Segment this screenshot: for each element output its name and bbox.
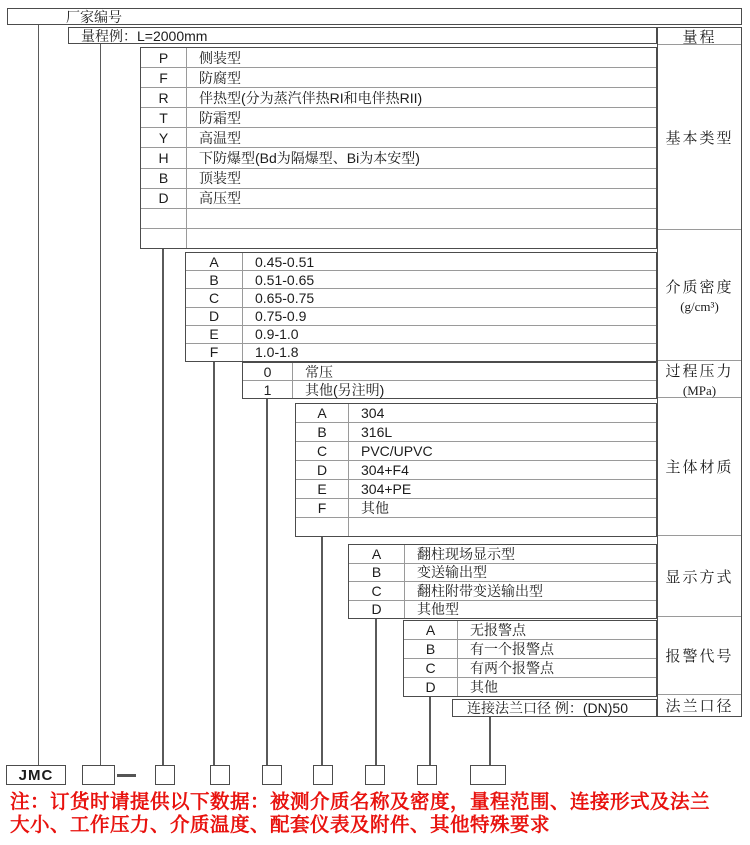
table-row (296, 499, 656, 518)
side-label-display-mode: 显示方式 (658, 536, 741, 618)
table-row (404, 621, 656, 640)
table-row (349, 545, 656, 564)
code-cell: F (186, 344, 243, 361)
table-row (141, 68, 656, 88)
code-cell: E (186, 326, 243, 343)
table-row (186, 253, 656, 271)
code-cell: C (404, 659, 458, 677)
desc-cell: 316L (361, 424, 393, 440)
connector-line (100, 44, 102, 765)
desc-cell (187, 209, 656, 228)
desc-cell: 无报警点 (470, 622, 526, 638)
connector-line (321, 537, 323, 765)
desc-cell: 0.75-0.9 (255, 308, 307, 325)
desc-cell: 0.9-1.0 (255, 326, 299, 343)
code-cell: B (404, 640, 458, 658)
desc-cell: 0.45-0.51 (255, 253, 315, 270)
connector-line (213, 362, 215, 765)
code-cell: E (296, 480, 349, 498)
model-prefix-box: JMC (6, 765, 66, 785)
code-cell: B (296, 423, 349, 441)
desc-cell: 翻柱现场显示型 (417, 545, 515, 562)
table-row (186, 326, 656, 344)
code-box-density (210, 765, 230, 785)
alarm-code-table (403, 620, 657, 697)
table-row (296, 461, 656, 480)
desc-cell: 防腐型 (199, 69, 241, 86)
connector-line (38, 25, 40, 765)
code-cell: D (349, 601, 405, 619)
table-row (141, 229, 656, 248)
desc-cell: 翻柱附带变送输出型 (417, 582, 543, 599)
code-cell: D (404, 678, 458, 696)
desc-cell: 伴热型(分为蒸汽伴热RI和电伴热RII) (199, 89, 423, 106)
code-cell: A (186, 253, 243, 270)
manufacturer-code-label: 厂家编号 (66, 8, 122, 25)
code-cell: F (296, 499, 349, 517)
order-note-line1: 注：订货时请提供以下数据：被测介质名称及密度，量程范围、连接形式及法兰 (10, 791, 711, 813)
connector-line (162, 249, 164, 765)
code-box-flange (470, 765, 506, 785)
order-note (10, 791, 748, 836)
desc-cell: 有一个报警点 (470, 641, 554, 657)
desc-cell: 常压 (305, 363, 333, 380)
process-pressure-table (242, 362, 657, 399)
desc-cell (349, 518, 656, 536)
flange-size-row (452, 699, 657, 717)
code-cell: F (141, 68, 187, 87)
display-mode-table (348, 544, 657, 619)
code-cell (141, 209, 187, 228)
table-row (141, 209, 656, 229)
dash-separator (117, 774, 136, 777)
desc-cell: 其他(另注明) (305, 381, 385, 398)
code-box-range (82, 765, 115, 785)
manufacturer-code-row (7, 8, 742, 25)
table-row (349, 582, 656, 601)
code-cell: C (296, 442, 349, 460)
code-box-basic-type (155, 765, 175, 785)
body-material-table (295, 403, 657, 537)
code-cell: H (141, 148, 187, 167)
table-row (141, 48, 656, 68)
desc-cell: 侧装型 (199, 49, 241, 66)
desc-cell: 有两个报警点 (470, 660, 554, 676)
desc-cell: 连接法兰口径 例：(DN)50 (467, 700, 629, 716)
desc-cell: 下防爆型(Bd为隔爆型、Bi为本安型) (199, 150, 420, 167)
code-cell (296, 518, 349, 536)
code-box-display (365, 765, 385, 785)
side-label-alarm-code: 报警代号 (658, 617, 741, 695)
code-cell: B (349, 564, 405, 582)
connector-line (375, 619, 377, 765)
category-label-column (657, 27, 742, 717)
code-cell: 0 (243, 363, 293, 380)
desc-cell: 其他 (361, 500, 389, 516)
code-cell: B (141, 169, 187, 188)
desc-cell: 变送输出型 (417, 564, 487, 581)
table-row (296, 518, 656, 536)
table-row (243, 381, 656, 398)
side-label-flange-size: 法兰口径 (665, 699, 734, 716)
basic-type-table (140, 47, 657, 249)
desc-cell: 高温型 (199, 129, 241, 146)
code-cell: D (186, 308, 243, 325)
desc-cell: 1.0-1.8 (255, 344, 299, 361)
desc-cell: 其他型 (417, 601, 459, 618)
desc-cell: 0.51-0.65 (255, 271, 315, 288)
table-row (296, 404, 656, 423)
table-row (186, 289, 656, 307)
desc-cell: 顶装型 (199, 170, 241, 187)
code-cell: 1 (243, 381, 293, 398)
table-row (296, 480, 656, 499)
medium-density-table (185, 252, 657, 362)
table-row (141, 88, 656, 108)
desc-cell: 高压型 (199, 190, 241, 207)
range-example-row (68, 27, 657, 44)
connector-line (429, 697, 431, 765)
table-row (296, 423, 656, 442)
desc-cell: 304+PE (361, 481, 412, 497)
desc-cell: 防霜型 (199, 109, 241, 126)
code-cell: A (349, 545, 405, 563)
table-row (453, 700, 656, 716)
desc-cell: 0.65-0.75 (255, 289, 315, 306)
code-cell: B (186, 271, 243, 288)
code-cell: R (141, 88, 187, 107)
order-note-line2: 大小、工作压力、介质温度、配套仪表及附件、其他特殊要求 (10, 813, 551, 836)
code-cell: A (404, 621, 458, 639)
code-box-pressure (262, 765, 282, 785)
side-label-range: 量程 (658, 28, 741, 45)
desc-cell: 304+F4 (361, 462, 409, 478)
code-cell: P (141, 48, 187, 67)
code-box-alarm (417, 765, 437, 785)
desc-cell: 304 (361, 405, 385, 421)
table-row (186, 308, 656, 326)
connector-line (489, 717, 491, 765)
table-row (141, 148, 656, 168)
table-row (243, 363, 656, 381)
table-row (296, 442, 656, 461)
side-label-basic-type: 基本类型 (658, 45, 741, 230)
table-row (186, 271, 656, 289)
table-row (186, 344, 656, 361)
range-example-label: 量程例：L=2000mm (81, 27, 208, 44)
desc-cell: PVC/UPVC (361, 443, 433, 459)
table-row (404, 640, 656, 659)
code-cell: Y (141, 128, 187, 147)
table-row (349, 601, 656, 619)
code-cell: C (349, 582, 405, 600)
side-label-process-pressure: 过程压力 (MPa) (658, 361, 741, 398)
table-row (141, 169, 656, 189)
table-row (404, 678, 656, 696)
code-cell: D (296, 461, 349, 479)
code-cell: C (186, 289, 243, 306)
desc-cell: 其他 (470, 679, 498, 695)
table-row (404, 659, 656, 678)
table-row (141, 108, 656, 128)
code-cell: D (141, 189, 187, 208)
side-label-body-material: 主体材质 (658, 398, 741, 535)
table-row (141, 128, 656, 148)
code-cell: A (296, 404, 349, 422)
code-cell: T (141, 108, 187, 127)
code-box-material (313, 765, 333, 785)
connector-line (266, 399, 268, 765)
code-cell (141, 229, 187, 248)
side-label-medium-density: 介质密度 (g/cm³) (658, 230, 741, 361)
desc-cell (187, 229, 656, 248)
table-row (349, 564, 656, 583)
table-row (141, 189, 656, 209)
